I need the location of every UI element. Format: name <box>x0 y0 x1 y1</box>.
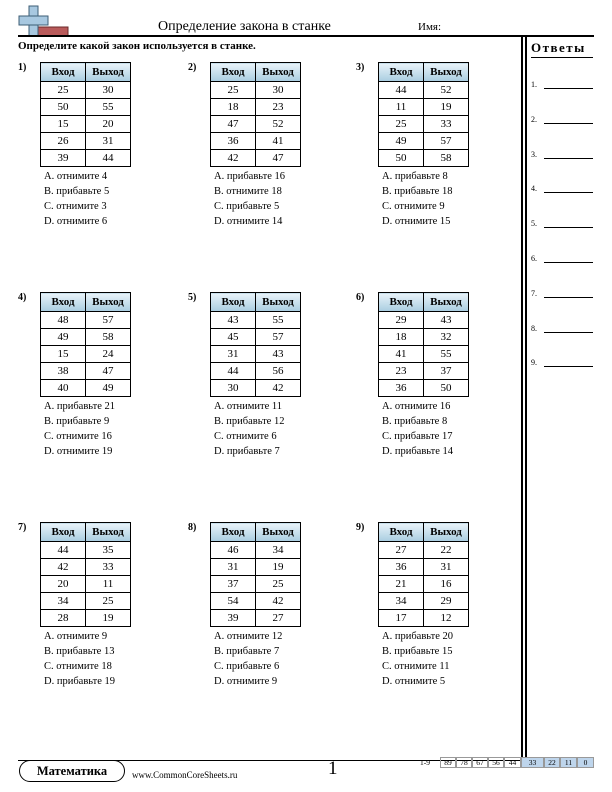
problem-number: 6) <box>356 292 365 303</box>
choice-option[interactable]: C. отнимите 3 <box>44 201 107 212</box>
input-cell: 49 <box>379 133 424 150</box>
problem-9 <box>356 522 496 692</box>
answer-number: 7. <box>531 288 537 298</box>
input-cell: 17 <box>379 610 424 627</box>
choice-option[interactable]: C. прибавьте 17 <box>382 431 453 442</box>
answer-blank[interactable] <box>544 332 593 333</box>
input-cell: 36 <box>211 133 256 150</box>
answer-blank[interactable] <box>544 297 593 298</box>
output-header: Выход <box>86 523 131 542</box>
input-cell: 34 <box>379 593 424 610</box>
input-cell: 36 <box>379 559 424 576</box>
output-cell: 57 <box>256 329 301 346</box>
choice-option[interactable]: D. отнимите 14 <box>214 216 283 227</box>
table-row <box>379 380 469 397</box>
output-cell: 29 <box>424 593 469 610</box>
answers-underline <box>531 57 593 58</box>
answer-choices <box>44 629 115 689</box>
input-header: Вход <box>379 63 424 82</box>
answer-line-3[interactable] <box>531 150 593 162</box>
table-row <box>211 82 301 99</box>
score-box: 11 <box>560 757 577 768</box>
answer-line-8[interactable] <box>531 324 593 336</box>
answers-title: Ответы <box>531 40 586 55</box>
input-cell: 25 <box>211 82 256 99</box>
output-header: Выход <box>86 63 131 82</box>
problem-number: 5) <box>188 292 197 303</box>
table-row <box>211 99 301 116</box>
problem-1 <box>18 62 158 232</box>
table-row <box>211 559 301 576</box>
table-row <box>379 150 469 167</box>
table-row <box>41 593 131 610</box>
output-cell: 47 <box>86 363 131 380</box>
output-cell: 55 <box>424 346 469 363</box>
output-header: Выход <box>256 63 301 82</box>
input-cell: 31 <box>211 346 256 363</box>
table-row <box>41 559 131 576</box>
output-cell: 57 <box>86 312 131 329</box>
table-row <box>379 542 469 559</box>
choice-option[interactable]: D. отнимите 15 <box>382 216 451 227</box>
input-cell: 50 <box>41 99 86 116</box>
answer-line-4[interactable] <box>531 184 593 196</box>
answer-number: 5. <box>531 219 537 229</box>
input-cell: 46 <box>211 542 256 559</box>
table-row <box>379 133 469 150</box>
choice-option[interactable]: D. прибавьте 7 <box>214 446 280 457</box>
table-row <box>41 150 131 167</box>
input-cell: 15 <box>41 346 86 363</box>
table-row <box>379 82 469 99</box>
output-cell: 52 <box>256 116 301 133</box>
answer-line-1[interactable] <box>531 80 593 92</box>
input-cell: 36 <box>379 380 424 397</box>
answer-blank[interactable] <box>544 88 593 89</box>
input-cell: 34 <box>41 593 86 610</box>
choice-option[interactable]: A. отнимите 12 <box>214 631 283 642</box>
choice-option[interactable]: A. прибавьте 21 <box>44 401 116 412</box>
choice-option[interactable]: C. отнимите 9 <box>382 201 445 212</box>
problem-number: 4) <box>18 292 27 303</box>
output-cell: 47 <box>256 150 301 167</box>
input-cell: 54 <box>211 593 256 610</box>
website-link[interactable]: www.CommonCoreSheets.ru <box>132 770 238 780</box>
output-cell: 44 <box>86 150 131 167</box>
input-header: Вход <box>41 523 86 542</box>
table-row <box>211 593 301 610</box>
input-cell: 44 <box>211 363 256 380</box>
output-cell: 58 <box>424 150 469 167</box>
table-row <box>41 329 131 346</box>
table-row <box>211 312 301 329</box>
choice-option[interactable]: C. отнимите 6 <box>214 431 277 442</box>
problem-8 <box>188 522 328 692</box>
output-header: Выход <box>424 63 469 82</box>
input-cell: 42 <box>211 150 256 167</box>
io-table <box>378 292 469 397</box>
output-cell: 30 <box>256 82 301 99</box>
input-cell: 15 <box>41 116 86 133</box>
table-row <box>379 593 469 610</box>
io-table <box>378 62 469 167</box>
answer-choices <box>382 629 453 689</box>
answer-line-7[interactable] <box>531 289 593 301</box>
output-cell: 42 <box>256 380 301 397</box>
output-cell: 19 <box>256 559 301 576</box>
table-row <box>211 363 301 380</box>
problem-4 <box>18 292 158 462</box>
score-box: 22 <box>544 757 560 768</box>
output-cell: 30 <box>86 82 131 99</box>
choice-option[interactable]: B. прибавьте 7 <box>214 646 280 657</box>
table-row <box>211 150 301 167</box>
answer-line-5[interactable] <box>531 219 593 231</box>
header-rule <box>18 35 594 37</box>
problem-number: 3) <box>356 62 365 73</box>
answer-blank[interactable] <box>544 366 593 367</box>
io-table <box>378 522 469 627</box>
choice-option[interactable]: A. прибавьте 8 <box>382 171 448 182</box>
output-header: Выход <box>424 523 469 542</box>
io-table <box>40 62 131 167</box>
page-title: Определение закона в станке <box>158 19 331 34</box>
answer-blank[interactable] <box>544 227 593 228</box>
answer-number: 8. <box>531 323 537 333</box>
table-row <box>41 312 131 329</box>
choice-option[interactable]: A. отнимите 9 <box>44 631 108 642</box>
table-row <box>41 363 131 380</box>
table-row <box>41 116 131 133</box>
table-row <box>211 576 301 593</box>
output-cell: 57 <box>424 133 469 150</box>
table-row <box>379 610 469 627</box>
table-row <box>379 116 469 133</box>
input-cell: 25 <box>41 82 86 99</box>
output-cell: 35 <box>86 542 131 559</box>
input-cell: 20 <box>41 576 86 593</box>
problem-number: 2) <box>188 62 197 73</box>
answer-number: 6. <box>531 254 537 263</box>
choice-option[interactable]: A. отнимите 11 <box>214 401 283 412</box>
input-cell: 39 <box>211 610 256 627</box>
answer-choices <box>214 629 282 689</box>
plus-logo-icon <box>18 5 70 39</box>
output-cell: 20 <box>86 116 131 133</box>
output-cell: 11 <box>86 576 131 593</box>
problem-number: 9) <box>356 522 365 533</box>
output-cell: 43 <box>256 346 301 363</box>
brand-badge: Математика <box>19 760 125 782</box>
table-row <box>41 133 131 150</box>
answer-line-9[interactable] <box>531 358 593 370</box>
choice-option[interactable]: B. прибавьте 12 <box>214 416 285 427</box>
output-header: Выход <box>424 293 469 312</box>
choice-option[interactable]: C. отнимите 16 <box>44 431 112 442</box>
choice-option[interactable]: B. прибавьте 18 <box>382 186 453 197</box>
table-row <box>41 346 131 363</box>
table-row <box>379 363 469 380</box>
choice-option[interactable]: D. отнимите 5 <box>382 676 446 687</box>
input-header: Вход <box>211 293 256 312</box>
output-cell: 41 <box>256 133 301 150</box>
answer-number: 3. <box>531 149 537 159</box>
answer-blank[interactable] <box>544 192 593 193</box>
output-cell: 25 <box>86 593 131 610</box>
input-cell: 43 <box>211 312 256 329</box>
input-cell: 50 <box>379 150 424 167</box>
input-cell: 26 <box>41 133 86 150</box>
output-cell: 34 <box>256 542 301 559</box>
input-cell: 45 <box>211 329 256 346</box>
choice-option[interactable]: C. отнимите 18 <box>44 661 112 672</box>
choice-option[interactable]: B. прибавьте 8 <box>382 416 448 427</box>
answer-line-6[interactable] <box>531 254 593 266</box>
input-header: Вход <box>211 523 256 542</box>
problem-2 <box>188 62 328 232</box>
choice-option[interactable]: A. отнимите 16 <box>382 401 451 412</box>
input-header: Вход <box>379 293 424 312</box>
problem-7 <box>18 522 158 692</box>
choice-option[interactable]: D. отнимите 6 <box>44 216 108 227</box>
choice-option[interactable]: B. отнимите 18 <box>214 186 282 197</box>
score-box: 89 <box>440 757 456 768</box>
answer-number: 1. <box>531 80 537 89</box>
input-header: Вход <box>211 63 256 82</box>
choice-option[interactable]: C. прибавьте 5 <box>214 201 280 212</box>
output-cell: 37 <box>424 363 469 380</box>
choice-option[interactable]: A. прибавьте 20 <box>382 631 454 642</box>
name-label: Имя: <box>418 21 442 33</box>
choice-option[interactable]: D. прибавьте 19 <box>44 676 116 687</box>
table-row <box>211 542 301 559</box>
output-cell: 55 <box>256 312 301 329</box>
input-cell: 21 <box>379 576 424 593</box>
table-row <box>211 329 301 346</box>
table-row <box>379 329 469 346</box>
answer-number: 4. <box>531 184 537 194</box>
table-row <box>379 576 469 593</box>
choice-option[interactable]: B. прибавьте 15 <box>382 646 453 657</box>
score-range-label: 1-9 <box>420 758 430 767</box>
answer-line-2[interactable] <box>531 115 593 127</box>
answer-blank[interactable] <box>544 158 593 159</box>
table-row <box>379 559 469 576</box>
answer-blank[interactable] <box>544 262 593 263</box>
score-box: 78 <box>456 757 472 768</box>
output-cell: 24 <box>86 346 131 363</box>
output-cell: 58 <box>86 329 131 346</box>
page-number: 1 <box>328 758 338 779</box>
problem-number: 1) <box>18 62 27 73</box>
table-row <box>211 346 301 363</box>
output-cell: 12 <box>424 610 469 627</box>
table-row <box>41 610 131 627</box>
output-cell: 16 <box>424 576 469 593</box>
input-cell: 29 <box>379 312 424 329</box>
output-cell: 19 <box>86 610 131 627</box>
problem-6 <box>356 292 496 462</box>
output-cell: 19 <box>424 99 469 116</box>
table-row <box>379 346 469 363</box>
input-cell: 40 <box>41 380 86 397</box>
input-header: Вход <box>41 293 86 312</box>
score-box: 56 <box>488 757 504 768</box>
output-cell: 22 <box>424 542 469 559</box>
problem-5 <box>188 292 328 462</box>
input-cell: 44 <box>379 82 424 99</box>
instructions: Определите какой закон используется в станке. <box>18 40 256 52</box>
table-row <box>41 380 131 397</box>
io-table <box>210 522 301 627</box>
io-table <box>40 292 131 397</box>
output-cell: 43 <box>424 312 469 329</box>
output-header: Выход <box>256 523 301 542</box>
input-header: Вход <box>379 523 424 542</box>
table-row <box>379 99 469 116</box>
answer-blank[interactable] <box>544 123 593 124</box>
choice-option[interactable]: D. отнимите 9 <box>214 676 278 687</box>
problem-number: 7) <box>18 522 27 533</box>
choice-option[interactable]: B. прибавьте 9 <box>44 416 110 427</box>
input-cell: 39 <box>41 150 86 167</box>
output-cell: 31 <box>424 559 469 576</box>
io-table <box>210 292 301 397</box>
answer-choices <box>214 399 284 459</box>
input-cell: 37 <box>211 576 256 593</box>
answer-number: 9. <box>531 358 537 368</box>
input-header: Вход <box>41 63 86 82</box>
input-cell: 23 <box>379 363 424 380</box>
choice-option[interactable]: A. отнимите 4 <box>44 171 108 182</box>
input-cell: 11 <box>379 99 424 116</box>
answer-choices <box>44 399 115 459</box>
choice-option[interactable]: B. прибавьте 13 <box>44 646 115 657</box>
table-row <box>41 542 131 559</box>
output-cell: 27 <box>256 610 301 627</box>
answer-column-divider <box>525 35 527 761</box>
output-header: Выход <box>86 293 131 312</box>
table-row <box>41 99 131 116</box>
output-cell: 23 <box>256 99 301 116</box>
problem-3 <box>356 62 496 232</box>
input-cell: 44 <box>41 542 86 559</box>
input-cell: 18 <box>379 329 424 346</box>
output-cell: 32 <box>424 329 469 346</box>
score-box: 0 <box>577 757 594 768</box>
output-cell: 31 <box>86 133 131 150</box>
output-cell: 33 <box>86 559 131 576</box>
problem-number: 8) <box>188 522 197 533</box>
choice-option[interactable]: D. прибавьте 14 <box>382 446 454 457</box>
score-box: 33 <box>521 757 544 768</box>
input-cell: 47 <box>211 116 256 133</box>
input-cell: 25 <box>379 116 424 133</box>
input-cell: 49 <box>41 329 86 346</box>
choice-option[interactable]: B. прибавьте 5 <box>44 186 110 197</box>
table-row <box>211 610 301 627</box>
answer-choices <box>44 169 109 229</box>
table-row <box>211 380 301 397</box>
answer-number: 2. <box>531 114 537 124</box>
input-cell: 48 <box>41 312 86 329</box>
io-table <box>40 522 131 627</box>
answer-column-divider <box>521 35 523 761</box>
table-row <box>211 116 301 133</box>
table-row <box>211 133 301 150</box>
output-header: Выход <box>256 293 301 312</box>
answer-choices <box>382 399 453 459</box>
io-table <box>210 62 301 167</box>
choice-option[interactable]: D. отнимите 19 <box>44 446 113 457</box>
input-cell: 38 <box>41 363 86 380</box>
choice-option[interactable]: A. прибавьте 16 <box>214 171 286 182</box>
output-cell: 25 <box>256 576 301 593</box>
score-box: 44 <box>504 757 521 768</box>
table-row <box>379 312 469 329</box>
input-cell: 41 <box>379 346 424 363</box>
input-cell: 30 <box>211 380 256 397</box>
output-cell: 49 <box>86 380 131 397</box>
input-cell: 18 <box>211 99 256 116</box>
choice-option[interactable]: C. прибавьте 6 <box>214 661 280 672</box>
table-row <box>41 576 131 593</box>
answer-choices <box>214 169 285 229</box>
output-cell: 50 <box>424 380 469 397</box>
table-row <box>41 82 131 99</box>
input-cell: 42 <box>41 559 86 576</box>
input-cell: 31 <box>211 559 256 576</box>
choice-option[interactable]: C. отнимите 11 <box>382 661 450 672</box>
output-cell: 33 <box>424 116 469 133</box>
input-cell: 28 <box>41 610 86 627</box>
output-cell: 52 <box>424 82 469 99</box>
input-cell: 27 <box>379 542 424 559</box>
output-cell: 56 <box>256 363 301 380</box>
output-cell: 55 <box>86 99 131 116</box>
output-cell: 42 <box>256 593 301 610</box>
score-box: 67 <box>472 757 488 768</box>
answer-choices <box>382 169 452 229</box>
